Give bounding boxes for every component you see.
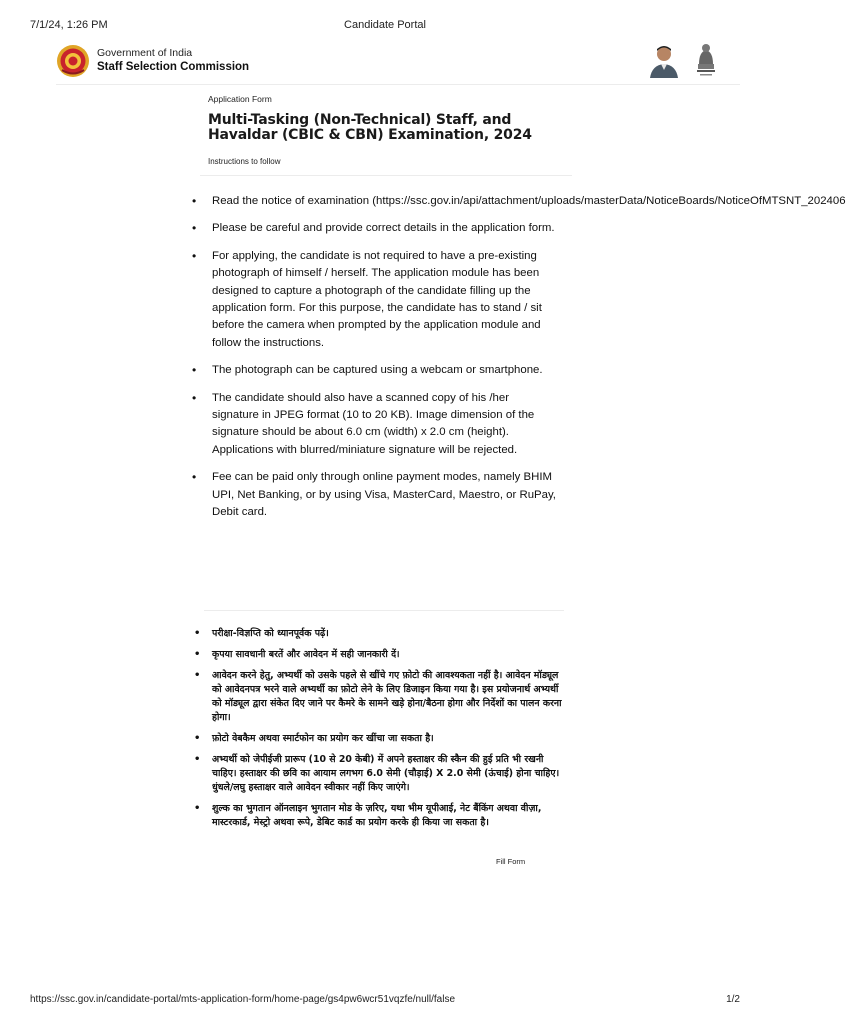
print-url: https://ssc.gov.in/candidate-portal/mts-application-form/home-page/gs4pw6wcr51vqzfe/null/false <box>30 994 456 1005</box>
print-datetime: 7/1/24, 1:26 PM <box>30 19 108 31</box>
list-item <box>194 753 564 795</box>
list-item <box>194 802 564 830</box>
list-item-text: • The candidate should also have a scanned copy of his /her signature in JPEG format (10 to 20 KB). Image dimension of the signature should be about 6.0 cm (width) x 2.0 cm (height). Applications with blurred/miniature signature will be rejected. <box>212 391 535 456</box>
divider <box>204 610 564 611</box>
list-item <box>192 193 846 210</box>
list-item <box>192 248 768 352</box>
page-number: 1/2 <box>726 994 740 1005</box>
list-item <box>194 732 564 746</box>
list-item-text: • कृपया सावधानी बरतें और आवेदन में सही जानकारी दें। <box>212 649 400 660</box>
page-title: Multi-Tasking (Non-Technical) Staff, and Havaldar (CBIC & CBN) Examination, 2024 <box>208 112 532 143</box>
list-item-text: • For applying, the candidate is not required to have a pre-existing photograph of himself / herself. The application module has been designed to capture a photograph of the candidate filling up the application form. For this purpose, the candidate has to stand / sit before the camera when prompted by the application module and follow the instructions. <box>212 249 542 349</box>
divider <box>200 175 572 176</box>
list-item <box>192 362 768 379</box>
list-item-text: • अभ्यर्थी को जेपीईजी प्रारूप (10 से 20 केबी) में अपने हस्ताक्षर की स्कैन की हुई प्रति भी रखनी चाहिए। हस्ताक्षर की छवि का आयाम लगभग 6.0 सेमी (चौड़ाई) X 2.0 सेमी (ऊंचाई) होना चाहिए। धुंधले/लघु हस्ताक्षर वाले आवेदन स्वीकार नहीं किए जाएंगे। <box>212 754 560 793</box>
user-avatar[interactable] <box>648 42 680 78</box>
print-page-title: Candidate Portal <box>344 19 426 31</box>
instructions-list-en <box>192 193 846 532</box>
list-item <box>194 627 564 641</box>
list-item-text: • Fee can be paid only through online payment modes, namely BHIM UPI, Net Banking, or by using Visa, MasterCard, Maestro, or RuPay, Debit card. <box>212 471 556 519</box>
org-title: Staff Selection Commission <box>97 61 250 73</box>
national-emblem-icon <box>694 42 718 78</box>
list-item <box>192 390 768 460</box>
fill-form-button[interactable]: Fill Form <box>496 857 526 866</box>
list-item-text: • The photograph can be captured using a webcam or smartphone. <box>212 364 543 377</box>
instructions-heading: Instructions to follow <box>208 157 281 166</box>
list-item <box>194 648 564 662</box>
list-item <box>192 220 768 237</box>
print-footer <box>30 994 740 1008</box>
list-item <box>192 469 768 521</box>
site-header <box>56 42 740 85</box>
print-header <box>30 19 740 33</box>
ssc-logo-icon[interactable] <box>56 44 90 78</box>
list-item-text: • Please be careful and provide correct details in the application form. <box>212 222 555 235</box>
list-item-text: • Read the notice of examination (https://ssc.gov.in/api/attachment/uploads/masterData/NoticeBoards/NoticeOfMTSNT_202406 <box>212 195 846 207</box>
form-header <box>208 94 574 166</box>
gov-text: Government of India <box>97 47 193 59</box>
list-item-text: • परीक्षा-विज्ञप्ति को ध्यानपूर्वक पढ़ें। <box>212 628 329 639</box>
list-item-text: • शुल्क का भुगतान ऑनलाइन भुगतान मोड के ज़रिए, यथा भीम यूपीआई, नेट बैंकिंग अथवा वीज़ा, मास्टरकार्ड, मेस्ट्रो अथवा रूपे, डेबिट कार्ड का प्रयोग करके ही किया जा सकता है। <box>212 803 542 828</box>
list-item-text: • आवेदन करने हेतु, अभ्यर्थी को उसके पहले से खींचे गए फ़ोटो की आवश्यकता नहीं है। आवेदन मॉड्यूल को आवेदनपत्र भरने वाले अभ्यर्थी का फ़ोटो लेने के लिए डिजाइन किया गया है। इस प्रयोजनार्थ अभ्यर्थी को मॉड्यूल द्वारा संकेत दिए जाने पर कैमरे के सामने खड़े होना/बैठना होगा और निर्देशों का पालन करना होगा। <box>212 670 562 723</box>
list-item <box>194 669 564 725</box>
org-name <box>97 47 249 75</box>
breadcrumb: Application Form <box>208 94 272 104</box>
instructions-list-hi <box>194 627 564 837</box>
list-item-text: • फ़ोटो वेबकैम अथवा स्मार्टफोन का प्रयोग कर खींचा जा सकता है। <box>212 733 434 744</box>
